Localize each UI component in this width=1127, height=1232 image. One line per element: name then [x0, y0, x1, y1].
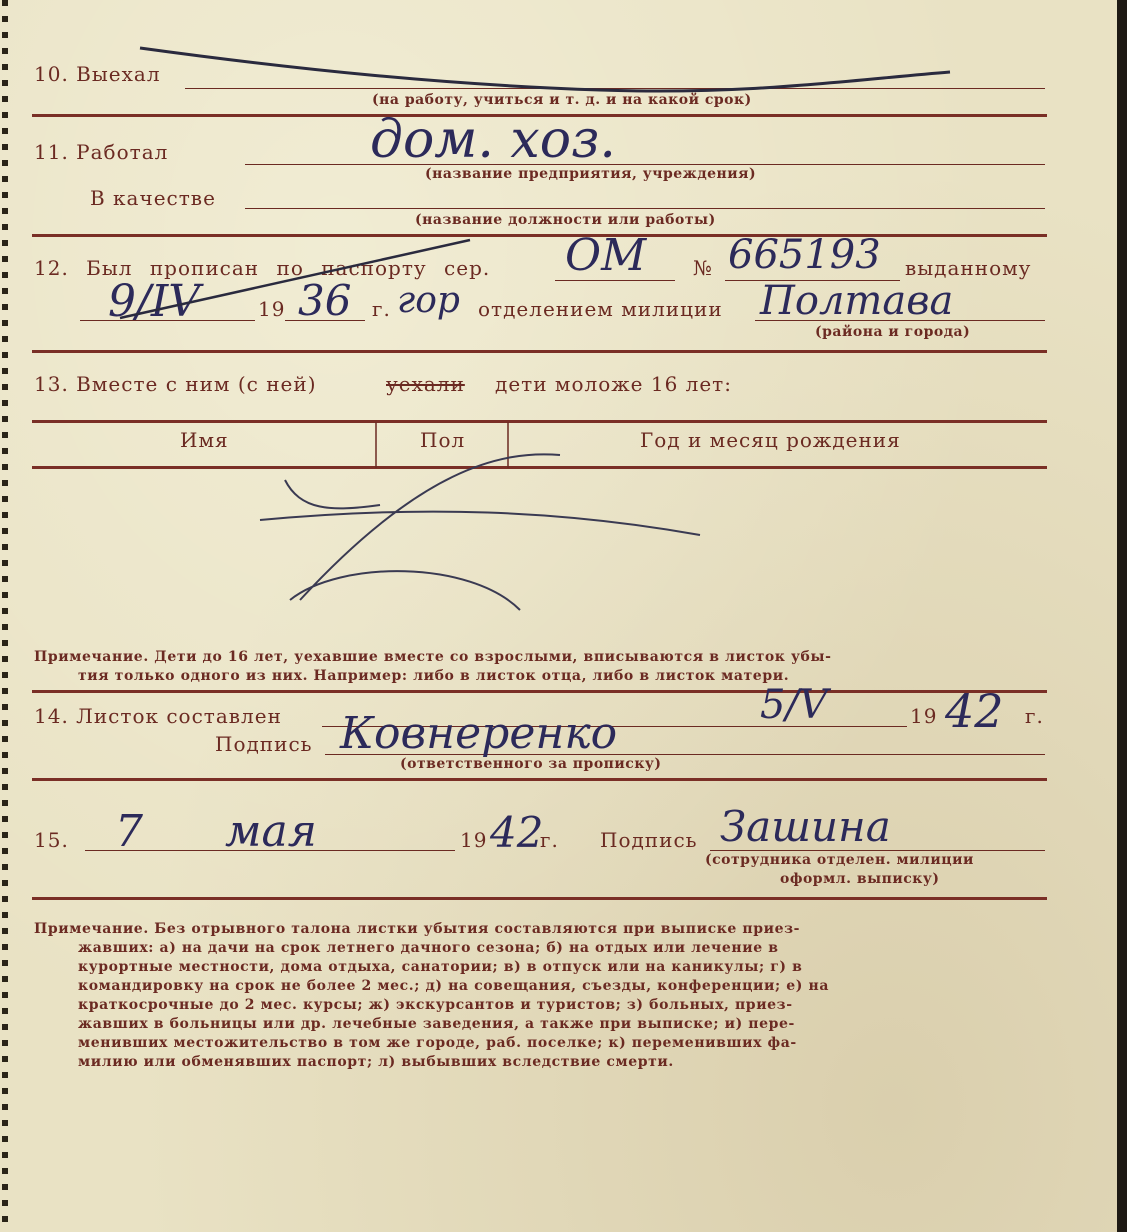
field-12-year-prefix: 19	[258, 297, 286, 321]
field-10-caption: (на работу, учиться и т. д. и на какой срок)	[372, 92, 752, 108]
field-12-label: 12. Был прописан по паспорту сер.	[34, 256, 491, 280]
field-14-year-value: 42	[945, 684, 1004, 738]
field-15-year-suffix: г.	[540, 828, 559, 852]
strike-stroke-field-10	[140, 48, 950, 91]
note-2-line: курортные местности, дома отдыха, санатории; в) в отпуск или на каникулы; г) в	[78, 959, 803, 975]
field-11b-label: В качестве	[90, 186, 216, 210]
crossed-out-children-table	[260, 454, 700, 610]
field-12-date-value: 9/IV	[108, 276, 200, 327]
table-header-birth: Год и месяц рождения	[640, 428, 901, 452]
field-12-city-value: Полтава	[760, 278, 954, 324]
table-header-sex: Пол	[420, 428, 466, 452]
field-15-caption-1: (сотрудника отделен. милиции	[705, 852, 974, 868]
note-2-line: командировку на срок не более 2 мес.; д) на совещания, съезды, конференции; е) на	[78, 978, 829, 994]
field-11b-caption: (название должности или работы)	[415, 212, 716, 228]
field-12-caption: (района и города)	[815, 324, 971, 340]
note-2-line: жавших в больницы или др. лечебные заведения, а также при выписке; и) пере-	[78, 1016, 795, 1032]
note-2-line: менивших местожительство в том же городе, раб. поселке; к) переменивших фа-	[78, 1035, 797, 1051]
field-12-year-suffix: г.	[372, 297, 391, 321]
field-15-year-prefix: 19	[460, 828, 488, 852]
field-14-sign-label: Подпись	[215, 732, 313, 756]
field-12-series-value: ОМ	[565, 230, 647, 281]
field-15-day: 7	[115, 806, 143, 857]
field-15-label: 15.	[34, 828, 69, 852]
field-13-struck-word: уехали	[386, 372, 465, 396]
note-2-line: краткосрочные до 2 мес. курсы; ж) экскурсантов и туристов; з) больных, приез-	[78, 997, 793, 1013]
field-13-label-b: дети моложе 16 лет:	[495, 372, 732, 396]
note-2-line: Примечание. Без отрывного талона листки убытия составляются при выписке приез-	[34, 921, 801, 937]
field-15-month: мая	[225, 806, 317, 857]
field-11-handwritten-value: дом. хоз.	[370, 110, 616, 170]
field-14-signature: Ковнеренко	[340, 708, 618, 759]
field-12-militia-label: отделением милиции	[478, 297, 723, 321]
note-1-line-1: Примечание. Дети до 16 лет, уехавшие вместе со взрослыми, вписываются в листок убы-	[34, 649, 832, 665]
table-header-name: Имя	[180, 428, 229, 452]
field-15-caption-2: оформл. выписку)	[780, 871, 940, 887]
note-2-line: жавших: а) на дачи на срок летнего дачного сезона; б) на отдых или лечение в	[78, 940, 779, 956]
field-12-number-value: 665193	[728, 232, 881, 278]
field-12-number-label: №	[693, 256, 713, 280]
field-14-label: 14. Листок составлен	[34, 704, 282, 728]
field-12-issued-label: выданному	[905, 256, 1032, 280]
field-14-year-suffix: г.	[1025, 704, 1044, 728]
field-14-year-prefix: 19	[910, 704, 938, 728]
note-2-line: милию или обменявших паспорт; л) выбывших вследствие смерти.	[78, 1054, 674, 1070]
strike-stroke-field-12	[120, 240, 470, 318]
field-15-signature: Зашина	[720, 802, 891, 851]
field-15-sign-label: Подпись	[600, 828, 698, 852]
field-11-label: 11. Работал	[34, 140, 169, 164]
note-1-line-2: тия только одного из них. Например: либо в листок отца, либо в листок матери.	[78, 668, 790, 684]
field-14-caption: (ответственного за прописку)	[400, 756, 662, 772]
field-10-label: 10. Выехал	[34, 62, 161, 86]
field-13-label-a: 13. Вместе с ним (с ней)	[34, 372, 317, 396]
field-11-caption: (название предприятия, учреждения)	[425, 166, 757, 182]
field-15-year: 42	[490, 808, 544, 857]
field-12-year-value: 36	[298, 276, 352, 325]
field-12-org-prefix: гор	[397, 280, 460, 321]
field-14-date-value: 5/V	[760, 682, 828, 728]
